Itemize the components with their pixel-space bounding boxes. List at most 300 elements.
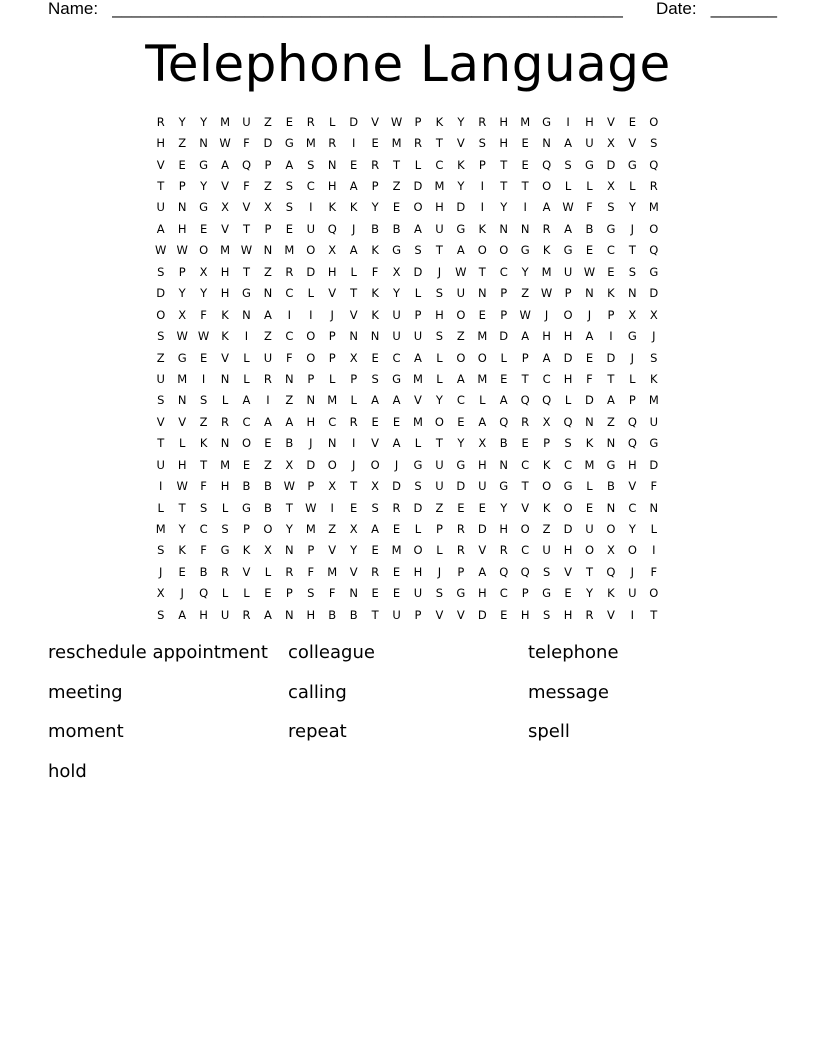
- grid-letter[interactable]: O: [241, 436, 251, 451]
- grid-letter[interactable]: U: [242, 114, 251, 129]
- grid-letter[interactable]: N: [370, 329, 380, 344]
- grid-letter[interactable]: P: [628, 393, 636, 408]
- grid-letter[interactable]: K: [221, 329, 229, 344]
- grid-letter[interactable]: K: [585, 436, 594, 451]
- grid-letter[interactable]: S: [307, 157, 315, 172]
- grid-letter[interactable]: M: [327, 393, 338, 408]
- grid-letter[interactable]: O: [306, 243, 316, 258]
- grid-letter[interactable]: O: [434, 414, 444, 429]
- grid-letter[interactable]: H: [542, 329, 551, 344]
- grid-letter[interactable]: R: [306, 114, 315, 129]
- grid-letter[interactable]: T: [200, 457, 208, 472]
- grid-letter[interactable]: A: [349, 243, 358, 258]
- grid-letter[interactable]: L: [243, 371, 250, 386]
- grid-letter[interactable]: K: [371, 307, 379, 322]
- grid-letter[interactable]: J: [309, 436, 313, 451]
- grid-letter[interactable]: Z: [263, 264, 272, 279]
- grid-letter[interactable]: M: [648, 393, 659, 408]
- grid-letter[interactable]: R: [542, 221, 551, 236]
- grid-letter[interactable]: F: [328, 586, 336, 601]
- grid-letter[interactable]: M: [434, 179, 445, 194]
- grid-letter[interactable]: G: [542, 586, 552, 601]
- grid-letter[interactable]: U: [392, 307, 401, 322]
- grid-letter[interactable]: Y: [393, 286, 401, 301]
- grid-letter[interactable]: N: [606, 500, 616, 515]
- grid-letter[interactable]: M: [413, 371, 423, 386]
- grid-letter[interactable]: X: [628, 307, 637, 322]
- grid-letter[interactable]: D: [585, 393, 594, 408]
- grid-letter[interactable]: R: [371, 157, 380, 172]
- grid-letter[interactable]: R: [392, 500, 401, 515]
- grid-letter[interactable]: O: [477, 243, 487, 258]
- date-field[interactable]: _______: [710, 0, 777, 18]
- grid-letter[interactable]: G: [563, 243, 573, 258]
- grid-letter[interactable]: X: [542, 414, 551, 429]
- grid-letter[interactable]: M: [391, 136, 402, 151]
- grid-letter[interactable]: U: [413, 586, 423, 601]
- grid-letter[interactable]: T: [478, 264, 486, 279]
- grid-letter[interactable]: G: [392, 371, 401, 386]
- grid-letter[interactable]: C: [542, 371, 551, 386]
- grid-letter[interactable]: H: [327, 179, 337, 194]
- grid-letter[interactable]: E: [500, 371, 508, 386]
- grid-letter[interactable]: E: [607, 264, 615, 279]
- grid-letter[interactable]: E: [178, 564, 186, 579]
- grid-letter[interactable]: L: [436, 543, 443, 558]
- grid-letter[interactable]: Q: [199, 586, 209, 601]
- grid-letter[interactable]: Q: [327, 221, 337, 236]
- grid-letter[interactable]: K: [349, 200, 358, 215]
- grid-letter[interactable]: G: [220, 543, 230, 558]
- grid-letter[interactable]: U: [585, 522, 594, 537]
- grid-letter[interactable]: A: [263, 607, 272, 622]
- grid-letter[interactable]: H: [306, 607, 316, 622]
- grid-letter[interactable]: C: [306, 179, 315, 194]
- grid-letter[interactable]: O: [606, 522, 616, 537]
- grid-letter[interactable]: L: [414, 286, 422, 301]
- grid-letter[interactable]: G: [627, 329, 637, 344]
- grid-letter[interactable]: E: [392, 586, 401, 601]
- grid-letter[interactable]: O: [499, 243, 509, 258]
- grid-letter[interactable]: Y: [500, 500, 508, 515]
- grid-letter[interactable]: O: [563, 307, 573, 322]
- grid-letter[interactable]: T: [350, 479, 358, 494]
- grid-letter[interactable]: Y: [457, 436, 465, 451]
- grid-letter[interactable]: O: [306, 350, 316, 365]
- grid-letter[interactable]: R: [285, 564, 294, 579]
- grid-letter[interactable]: P: [543, 436, 551, 451]
- grid-letter[interactable]: E: [264, 586, 272, 601]
- grid-letter[interactable]: J: [587, 307, 592, 322]
- grid-letter[interactable]: H: [220, 286, 230, 301]
- grid-letter[interactable]: J: [437, 264, 442, 279]
- grid-letter[interactable]: C: [564, 457, 573, 472]
- grid-letter[interactable]: S: [542, 607, 551, 622]
- grid-letter[interactable]: H: [477, 586, 487, 601]
- grid-letter[interactable]: G: [177, 350, 187, 365]
- grid-letter[interactable]: P: [564, 286, 572, 301]
- grid-letter[interactable]: C: [499, 264, 508, 279]
- grid-letter[interactable]: R: [242, 607, 251, 622]
- grid-letter[interactable]: L: [479, 393, 486, 408]
- grid-letter[interactable]: H: [327, 264, 337, 279]
- grid-letter[interactable]: M: [477, 371, 488, 386]
- grid-letter[interactable]: M: [477, 329, 488, 344]
- grid-letter[interactable]: C: [242, 414, 251, 429]
- grid-letter[interactable]: Y: [200, 286, 208, 301]
- grid-letter[interactable]: Z: [456, 329, 465, 344]
- grid-letter[interactable]: D: [306, 264, 316, 279]
- grid-letter[interactable]: U: [392, 607, 401, 622]
- grid-letter[interactable]: N: [499, 457, 509, 472]
- grid-letter[interactable]: U: [263, 350, 273, 365]
- grid-letter[interactable]: V: [242, 200, 251, 215]
- grid-letter[interactable]: A: [349, 179, 358, 194]
- grid-letter[interactable]: S: [414, 479, 422, 494]
- grid-letter[interactable]: Z: [435, 500, 444, 515]
- grid-letter[interactable]: F: [243, 179, 250, 194]
- grid-letter[interactable]: N: [177, 393, 187, 408]
- grid-letter[interactable]: N: [263, 286, 273, 301]
- grid-letter[interactable]: H: [563, 371, 573, 386]
- grid-letter[interactable]: J: [437, 564, 442, 579]
- grid-letter[interactable]: P: [500, 307, 508, 322]
- grid-letter[interactable]: T: [242, 221, 250, 236]
- grid-letter[interactable]: O: [413, 543, 423, 558]
- grid-letter[interactable]: Z: [263, 179, 272, 194]
- grid-letter[interactable]: P: [500, 286, 508, 301]
- grid-letter[interactable]: E: [371, 414, 379, 429]
- grid-letter[interactable]: D: [649, 457, 659, 472]
- grid-letter[interactable]: G: [649, 264, 659, 279]
- grid-letter[interactable]: P: [307, 479, 315, 494]
- grid-letter[interactable]: T: [500, 179, 508, 194]
- grid-letter[interactable]: T: [157, 179, 165, 194]
- grid-letter[interactable]: L: [307, 286, 314, 301]
- grid-letter[interactable]: X: [178, 307, 187, 322]
- grid-letter[interactable]: P: [435, 522, 443, 537]
- grid-letter[interactable]: X: [349, 522, 358, 537]
- grid-letter[interactable]: V: [328, 286, 337, 301]
- grid-letter[interactable]: R: [499, 543, 508, 558]
- grid-letter[interactable]: W: [155, 243, 167, 258]
- grid-letter[interactable]: G: [542, 114, 552, 129]
- grid-letter[interactable]: E: [371, 136, 379, 151]
- grid-letter[interactable]: L: [586, 479, 593, 494]
- grid-letter[interactable]: H: [220, 479, 230, 494]
- grid-letter[interactable]: M: [155, 522, 166, 537]
- grid-letter[interactable]: G: [242, 286, 251, 301]
- grid-letter[interactable]: P: [264, 221, 272, 236]
- grid-letter[interactable]: F: [200, 543, 207, 558]
- grid-letter[interactable]: I: [351, 136, 356, 151]
- grid-letter[interactable]: N: [606, 436, 616, 451]
- grid-letter[interactable]: H: [499, 522, 509, 537]
- grid-letter[interactable]: G: [392, 243, 401, 258]
- grid-letter[interactable]: V: [156, 157, 165, 172]
- grid-letter[interactable]: V: [628, 479, 637, 494]
- grid-letter[interactable]: D: [477, 607, 487, 622]
- grid-letter[interactable]: L: [264, 564, 272, 579]
- grid-letter[interactable]: A: [178, 607, 187, 622]
- grid-letter[interactable]: Q: [606, 564, 616, 579]
- grid-letter[interactable]: F: [286, 350, 293, 365]
- grid-letter[interactable]: D: [306, 457, 316, 472]
- grid-letter[interactable]: K: [435, 114, 444, 129]
- grid-letter[interactable]: V: [414, 393, 422, 408]
- grid-letter[interactable]: P: [521, 350, 529, 365]
- grid-letter[interactable]: M: [284, 243, 295, 258]
- grid-letter[interactable]: Y: [200, 179, 208, 194]
- grid-letter[interactable]: E: [199, 350, 208, 365]
- grid-letter[interactable]: Y: [200, 114, 208, 129]
- grid-letter[interactable]: K: [542, 500, 551, 515]
- name-field[interactable]: ______________________________________________________: [112, 0, 623, 18]
- grid-letter[interactable]: A: [371, 393, 380, 408]
- grid-letter[interactable]: K: [478, 221, 487, 236]
- grid-letter[interactable]: Q: [627, 414, 637, 429]
- grid-letter[interactable]: H: [435, 307, 444, 322]
- grid-letter[interactable]: V: [328, 543, 337, 558]
- grid-letter[interactable]: A: [585, 329, 594, 344]
- grid-letter[interactable]: M: [391, 543, 402, 558]
- grid-letter[interactable]: O: [649, 114, 659, 129]
- grid-letter[interactable]: N: [220, 436, 230, 451]
- grid-letter[interactable]: E: [178, 157, 186, 172]
- grid-letter[interactable]: S: [650, 136, 658, 151]
- grid-letter[interactable]: T: [435, 436, 443, 451]
- grid-letter[interactable]: Z: [328, 522, 337, 537]
- grid-letter[interactable]: V: [178, 414, 187, 429]
- grid-letter[interactable]: X: [371, 479, 380, 494]
- grid-letter[interactable]: C: [499, 586, 508, 601]
- grid-letter[interactable]: H: [585, 114, 594, 129]
- grid-letter[interactable]: Z: [542, 522, 551, 537]
- grid-letter[interactable]: N: [349, 329, 358, 344]
- grid-letter[interactable]: W: [455, 264, 467, 279]
- grid-letter[interactable]: L: [586, 179, 593, 194]
- grid-letter[interactable]: K: [371, 286, 379, 301]
- grid-letter[interactable]: N: [263, 243, 273, 258]
- grid-letter[interactable]: V: [221, 179, 229, 194]
- grid-letter[interactable]: T: [350, 286, 358, 301]
- grid-letter[interactable]: K: [371, 243, 379, 258]
- grid-letter[interactable]: F: [307, 564, 315, 579]
- grid-letter[interactable]: W: [219, 136, 231, 151]
- grid-letter[interactable]: A: [285, 157, 294, 172]
- grid-letter[interactable]: C: [456, 393, 465, 408]
- grid-letter[interactable]: F: [200, 307, 207, 322]
- grid-letter[interactable]: Y: [178, 114, 186, 129]
- grid-letter[interactable]: O: [563, 500, 573, 515]
- grid-letter[interactable]: I: [480, 179, 484, 194]
- grid-letter[interactable]: D: [413, 179, 423, 194]
- grid-letter[interactable]: I: [652, 543, 656, 558]
- grid-letter[interactable]: M: [305, 136, 316, 151]
- grid-letter[interactable]: V: [564, 564, 572, 579]
- grid-letter[interactable]: E: [500, 607, 508, 622]
- grid-letter[interactable]: D: [456, 479, 466, 494]
- grid-letter[interactable]: V: [349, 307, 358, 322]
- grid-letter[interactable]: C: [392, 350, 401, 365]
- grid-letter[interactable]: B: [499, 436, 508, 451]
- grid-letter[interactable]: O: [627, 543, 637, 558]
- grid-letter[interactable]: F: [243, 136, 250, 151]
- grid-letter[interactable]: J: [180, 586, 184, 601]
- grid-letter[interactable]: Y: [457, 114, 465, 129]
- grid-letter[interactable]: O: [456, 307, 466, 322]
- grid-letter[interactable]: T: [435, 136, 443, 151]
- grid-letter[interactable]: S: [371, 500, 379, 515]
- grid-letter[interactable]: R: [413, 136, 422, 151]
- grid-letter[interactable]: P: [414, 114, 422, 129]
- grid-letter[interactable]: E: [392, 522, 401, 537]
- grid-letter[interactable]: E: [457, 500, 465, 515]
- grid-letter[interactable]: E: [199, 221, 208, 236]
- grid-letter[interactable]: W: [305, 500, 317, 515]
- grid-letter[interactable]: L: [157, 500, 164, 515]
- grid-letter[interactable]: H: [520, 607, 530, 622]
- grid-letter[interactable]: N: [585, 286, 594, 301]
- grid-letter[interactable]: C: [521, 543, 530, 558]
- grid-letter[interactable]: A: [263, 307, 272, 322]
- grid-letter[interactable]: Z: [178, 136, 187, 151]
- grid-letter[interactable]: W: [176, 243, 188, 258]
- grid-letter[interactable]: L: [221, 393, 229, 408]
- grid-letter[interactable]: N: [499, 221, 509, 236]
- grid-letter[interactable]: T: [607, 371, 615, 386]
- grid-letter[interactable]: R: [328, 136, 337, 151]
- grid-letter[interactable]: D: [563, 350, 573, 365]
- grid-letter[interactable]: T: [521, 479, 529, 494]
- grid-letter[interactable]: X: [349, 350, 358, 365]
- grid-letter[interactable]: B: [606, 479, 615, 494]
- grid-letter[interactable]: X: [606, 179, 615, 194]
- grid-letter[interactable]: E: [350, 500, 358, 515]
- grid-letter[interactable]: S: [478, 136, 486, 151]
- grid-letter[interactable]: B: [371, 221, 380, 236]
- grid-letter[interactable]: Q: [499, 564, 509, 579]
- grid-letter[interactable]: Z: [199, 414, 208, 429]
- grid-letter[interactable]: G: [456, 457, 466, 472]
- grid-letter[interactable]: D: [499, 329, 509, 344]
- grid-letter[interactable]: F: [586, 371, 593, 386]
- grid-letter[interactable]: J: [351, 221, 356, 236]
- grid-letter[interactable]: I: [523, 200, 527, 215]
- grid-letter[interactable]: T: [393, 157, 401, 172]
- grid-letter[interactable]: O: [542, 179, 552, 194]
- grid-letter[interactable]: X: [263, 200, 272, 215]
- grid-letter[interactable]: H: [477, 457, 487, 472]
- grid-letter[interactable]: S: [157, 264, 165, 279]
- grid-letter[interactable]: S: [628, 264, 636, 279]
- grid-letter[interactable]: X: [263, 543, 272, 558]
- grid-letter[interactable]: H: [563, 329, 573, 344]
- grid-letter[interactable]: R: [349, 414, 358, 429]
- grid-letter[interactable]: L: [178, 436, 186, 451]
- grid-letter[interactable]: E: [392, 564, 401, 579]
- grid-letter[interactable]: D: [263, 136, 273, 151]
- grid-letter[interactable]: H: [177, 221, 187, 236]
- grid-letter[interactable]: E: [564, 586, 572, 601]
- grid-letter[interactable]: U: [435, 221, 444, 236]
- grid-letter[interactable]: R: [585, 607, 594, 622]
- grid-letter[interactable]: A: [564, 221, 572, 236]
- grid-letter[interactable]: H: [563, 607, 573, 622]
- grid-letter[interactable]: S: [199, 393, 208, 408]
- grid-letter[interactable]: I: [309, 200, 313, 215]
- grid-letter[interactable]: O: [649, 221, 659, 236]
- grid-letter[interactable]: I: [351, 436, 356, 451]
- grid-letter[interactable]: E: [392, 200, 401, 215]
- grid-letter[interactable]: N: [285, 543, 294, 558]
- grid-letter[interactable]: I: [566, 114, 570, 129]
- grid-letter[interactable]: R: [456, 522, 465, 537]
- grid-letter[interactable]: K: [457, 157, 465, 172]
- grid-letter[interactable]: P: [243, 522, 250, 537]
- grid-letter[interactable]: O: [649, 586, 659, 601]
- grid-letter[interactable]: X: [285, 457, 294, 472]
- grid-letter[interactable]: S: [435, 286, 444, 301]
- grid-letter[interactable]: L: [350, 393, 357, 408]
- grid-letter[interactable]: U: [456, 286, 466, 301]
- grid-letter[interactable]: I: [309, 307, 313, 322]
- grid-letter[interactable]: F: [371, 264, 379, 279]
- grid-letter[interactable]: X: [649, 307, 658, 322]
- grid-letter[interactable]: U: [156, 371, 165, 386]
- grid-letter[interactable]: J: [351, 457, 356, 472]
- grid-letter[interactable]: M: [413, 414, 423, 429]
- grid-letter[interactable]: W: [176, 329, 188, 344]
- grid-letter[interactable]: T: [650, 607, 658, 622]
- grid-letter[interactable]: C: [199, 522, 208, 537]
- grid-letter[interactable]: K: [607, 286, 615, 301]
- grid-letter[interactable]: E: [285, 114, 293, 129]
- grid-letter[interactable]: G: [520, 243, 530, 258]
- grid-letter[interactable]: A: [263, 414, 272, 429]
- grid-letter[interactable]: H: [199, 607, 208, 622]
- grid-letter[interactable]: P: [371, 179, 379, 194]
- grid-letter[interactable]: N: [327, 157, 337, 172]
- grid-letter[interactable]: Q: [627, 436, 637, 451]
- grid-letter[interactable]: G: [649, 436, 659, 451]
- grid-letter[interactable]: N: [520, 221, 530, 236]
- grid-letter[interactable]: P: [178, 264, 186, 279]
- grid-letter[interactable]: A: [285, 414, 294, 429]
- grid-letter[interactable]: T: [521, 179, 529, 194]
- grid-letter[interactable]: D: [392, 479, 401, 494]
- grid-letter[interactable]: O: [584, 543, 594, 558]
- grid-letter[interactable]: H: [563, 543, 573, 558]
- grid-letter[interactable]: Q: [563, 414, 573, 429]
- grid-letter[interactable]: Q: [649, 243, 659, 258]
- grid-letter[interactable]: U: [413, 329, 423, 344]
- grid-letter[interactable]: C: [328, 414, 337, 429]
- grid-letter[interactable]: P: [478, 157, 486, 172]
- grid-letter[interactable]: L: [436, 371, 443, 386]
- grid-letter[interactable]: G: [284, 136, 294, 151]
- grid-letter[interactable]: L: [350, 264, 357, 279]
- grid-letter[interactable]: R: [156, 114, 165, 129]
- grid-letter[interactable]: X: [606, 543, 615, 558]
- grid-letter[interactable]: V: [606, 114, 615, 129]
- grid-letter[interactable]: L: [414, 157, 422, 172]
- grid-letter[interactable]: E: [521, 136, 529, 151]
- grid-letter[interactable]: C: [435, 157, 444, 172]
- grid-letter[interactable]: G: [199, 157, 209, 172]
- grid-letter[interactable]: V: [221, 221, 229, 236]
- grid-letter[interactable]: W: [540, 286, 553, 301]
